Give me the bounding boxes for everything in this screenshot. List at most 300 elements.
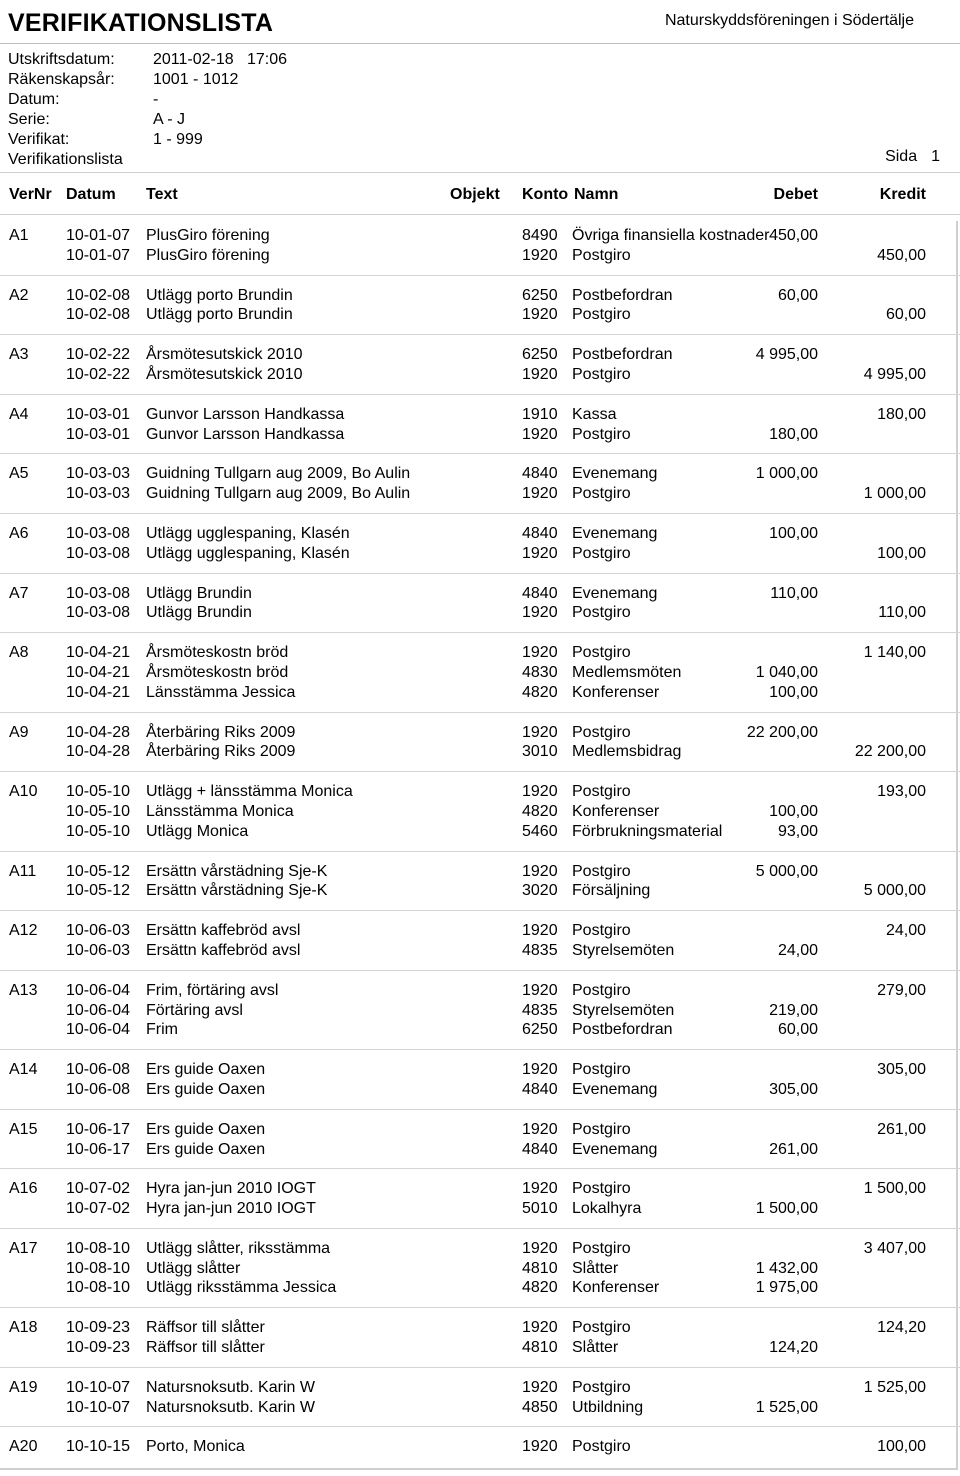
meta-fiscal-year: Räkenskapsår: 1001 - 1012 [8,71,239,88]
verification-group [0,524,960,574]
cell-datum: 10-04-28 [66,723,131,741]
cell-namn: Postgiro [572,922,631,940]
cell-konto: 4810 [522,1339,558,1357]
cell-text: Ersättn kaffebröd avsl [146,922,301,940]
cell-namn: Postgiro [572,1239,631,1257]
cell-debet: 100,00 [769,802,818,820]
cell-namn: Postgiro [572,604,631,622]
cell-debet: 305,00 [769,1080,818,1098]
cell-datum: 10-08-10 [66,1239,131,1257]
cell-datum: 10-03-08 [66,524,131,542]
cell-konto: 1920 [522,1120,558,1138]
cell-datum: 10-06-04 [66,1021,131,1039]
table-row [0,305,960,325]
table-row [0,742,960,762]
cell-namn: Postgiro [572,723,631,741]
cell-text: Utlägg Brundin [146,604,252,622]
cell-debet: 22 200,00 [746,723,818,741]
cell-namn: Styrelsemöten [572,1001,675,1019]
table-row [0,881,960,901]
cell-namn: Förbrukningsmaterial [572,822,723,840]
meta-verification-range: Verifikat: 1 - 999 [8,131,203,148]
table-row [0,822,960,842]
cell-namn: Medlemsmöten [572,663,682,681]
cell-vernr: A10 [9,783,38,801]
cell-konto: 3010 [522,743,558,761]
table-row [0,286,960,306]
cell-vernr: A8 [9,644,29,662]
cell-text: Utlägg + länsstämma Monica [146,783,353,801]
cell-debet: 1 000,00 [755,465,818,483]
cell-debet: 5 000,00 [755,862,818,880]
cell-debet: 1 525,00 [755,1398,818,1416]
cell-text: Utlägg ugglespaning, Klasén [146,544,350,562]
cell-debet: 450,00 [769,227,818,244]
cell-text: Länsstämma Monica [146,802,294,820]
cell-namn: Postbefordran [572,346,673,364]
verification-list [0,226,960,1476]
table-row [0,1398,960,1418]
cell-namn: Kassa [572,405,617,423]
cell-namn: Evenemang [572,524,658,542]
cell-text: Årsmöteskostn bröd [146,644,289,662]
table-row [0,862,960,882]
table-row [0,524,960,544]
cell-datum: 10-02-08 [66,306,131,324]
cell-datum: 10-06-08 [66,1061,131,1079]
table-row [0,1179,960,1199]
table-row [0,643,960,663]
cell-kredit: 3 407,00 [863,1239,926,1257]
verification-group [0,643,960,712]
cell-datum: 10-06-08 [66,1080,131,1098]
cell-namn: Postgiro [572,425,631,443]
cell-konto: 1920 [522,922,558,940]
cell-datum: 10-03-01 [66,425,131,443]
table-row [0,603,960,623]
cell-text: Återbäring Riks 2009 [146,743,296,761]
cell-vernr: A11 [9,862,37,880]
cell-konto: 4835 [522,941,558,959]
cell-konto: 1920 [522,365,558,383]
cell-namn: Slåtter [572,1339,619,1357]
table-row [0,921,960,941]
cell-datum: 10-03-01 [66,405,131,423]
cell-namn: Postgiro [572,306,631,324]
cell-text: Återbäring Riks 2009 [146,723,296,741]
cell-kredit: 24,00 [885,922,926,940]
table-row [0,544,960,564]
cell-namn: Postbefordran [572,286,673,304]
col-konto: Konto [522,186,569,203]
verification-group [0,981,960,1050]
cell-datum: 10-04-21 [66,663,131,681]
cell-konto: 1920 [522,783,558,801]
cell-text: Årsmötesutskick 2010 [146,365,303,383]
cell-konto: 1920 [522,1319,558,1337]
cell-kredit: 180,00 [877,405,926,423]
cell-kredit: 60,00 [885,306,926,324]
verification-group [0,862,960,912]
cell-kredit: 1 000,00 [863,485,926,503]
cell-kredit: 100,00 [877,544,926,562]
col-vernr: VerNr [9,186,52,203]
cell-debet: 60,00 [777,286,818,304]
cell-text: Utlägg Brundin [146,584,252,602]
cell-namn: Postgiro [572,1180,631,1198]
verification-group [0,1239,960,1308]
cell-konto: 1920 [522,981,558,999]
cell-vernr: A1 [9,227,29,244]
cell-kredit: 1 140,00 [863,644,926,662]
cell-datum: 10-02-22 [66,346,131,364]
verification-group [0,723,960,773]
cell-namn: Evenemang [572,465,658,483]
cell-namn: Postbefordran [572,1021,673,1039]
cell-konto: 4850 [522,1398,558,1416]
cell-namn: Postgiro [572,1120,631,1138]
table-row [0,1259,960,1279]
cell-text: Frim, förtäring avsl [146,981,279,999]
cell-debet: 1 500,00 [755,1200,818,1218]
verification-group [0,1437,960,1466]
cell-datum: 10-07-02 [66,1200,131,1218]
cell-namn: Postgiro [572,862,631,880]
cell-namn: Medlemsbidrag [572,743,682,761]
col-datum: Datum [66,186,116,203]
cell-text: Utlägg slåtter [146,1259,241,1277]
table-row [0,1278,960,1298]
cell-konto: 4820 [522,683,558,701]
cell-konto: 1920 [522,1438,558,1456]
cell-text: Hyra jan-jun 2010 IOGT [146,1180,316,1198]
table-row [0,1120,960,1140]
cell-text: Räffsor till slåtter [146,1339,265,1357]
cell-debet: 1 975,00 [755,1279,818,1297]
verification-group [0,345,960,395]
cell-datum: 10-05-10 [66,802,131,820]
cell-debet: 1 432,00 [755,1259,818,1277]
table-row [0,941,960,961]
cell-vernr: A14 [9,1061,38,1079]
cell-datum: 10-08-10 [66,1259,131,1277]
cell-namn: Lokalhyra [572,1200,642,1218]
cell-datum: 10-03-08 [66,544,131,562]
cell-konto: 4810 [522,1259,558,1277]
cell-text: Hyra jan-jun 2010 IOGT [146,1200,316,1218]
cell-debet: 60,00 [777,1021,818,1039]
cell-debet: 100,00 [769,683,818,701]
cell-text: Utlägg porto Brundin [146,306,293,324]
cell-namn: Konferenser [572,1279,660,1297]
cell-konto: 1920 [522,1239,558,1257]
cell-konto: 5460 [522,822,558,840]
cell-datum: 10-05-10 [66,822,131,840]
table-row [0,683,960,703]
cell-datum: 10-10-07 [66,1378,131,1396]
organization-name: Naturskyddsföreningen i Södertälje [664,12,914,29]
cell-debet: 93,00 [777,822,818,840]
cell-datum: 10-08-10 [66,1279,131,1297]
cell-text: Ers guide Oaxen [146,1061,266,1079]
table-row [0,723,960,743]
cell-text: Länsstämma Jessica [146,683,296,701]
cell-vernr: A6 [9,524,29,542]
cell-vernr: A4 [9,405,29,423]
page-number: Sida 1 [885,148,940,165]
cell-text: PlusGiro förening [146,227,270,244]
cell-datum: 10-06-04 [66,1001,131,1019]
cell-debet: 124,20 [769,1339,818,1357]
cell-text: Förtäring avsl [146,1001,243,1019]
cell-konto: 8490 [522,227,558,244]
cell-debet: 110,00 [770,584,818,602]
verification-group [0,1120,960,1170]
cell-text: Guidning Tullgarn aug 2009, Bo Aulin [146,485,411,503]
cell-text: Utlägg ugglespaning, Klasén [146,524,350,542]
cell-konto: 3020 [522,882,558,900]
cell-vernr: A19 [9,1378,38,1396]
cell-konto: 1920 [522,306,558,324]
table-row [0,1199,960,1219]
cell-text: Ers guide Oaxen [146,1080,266,1098]
verification-group [0,405,960,455]
cell-datum: 10-01-07 [66,227,131,244]
report-meta [8,50,287,170]
cell-debet: 100,00 [769,524,818,542]
cell-konto: 1920 [522,544,558,562]
cell-namn: Postgiro [572,246,631,264]
cell-vernr: A9 [9,723,29,741]
cell-datum: 10-01-07 [66,246,131,264]
cell-kredit: 4 995,00 [863,365,926,383]
table-row [0,802,960,822]
cell-namn: Postgiro [572,783,631,801]
cell-text: Frim [146,1021,178,1039]
cell-datum: 10-02-22 [66,365,131,383]
cell-text: Utlägg porto Brundin [146,286,293,304]
cell-kredit: 124,20 [877,1319,926,1337]
header-divider [0,43,960,44]
cell-text: Ersättn vårstädning Sje-K [146,882,328,900]
verification-group [0,286,960,336]
verification-group [0,921,960,971]
col-namn: Namn [574,186,619,203]
cell-vernr: A12 [9,922,38,940]
cell-datum: 10-06-17 [66,1120,131,1138]
table-row [0,1060,960,1080]
cell-kredit: 110,00 [878,604,926,622]
table-row [0,584,960,604]
cell-debet: 219,00 [769,1001,818,1019]
cell-vernr: A5 [9,465,29,483]
cell-datum: 10-09-23 [66,1319,131,1337]
cell-text: Ersättn kaffebröd avsl [146,941,301,959]
cell-namn: Postgiro [572,1438,631,1456]
cell-datum: 10-03-03 [66,485,131,503]
cell-debet: 4 995,00 [755,346,818,364]
table-row [0,1437,960,1457]
table-row [0,484,960,504]
cell-text: Gunvor Larsson Handkassa [146,405,345,423]
cell-konto: 4840 [522,1080,558,1098]
table-row [0,1338,960,1358]
cell-vernr: A17 [9,1239,38,1257]
cell-konto: 6250 [522,1021,558,1039]
cell-text: Utlägg riksstämma Jessica [146,1279,337,1297]
cell-konto: 1910 [522,405,558,423]
cell-konto: 4820 [522,802,558,820]
verification-group [0,1179,960,1229]
cell-namn: Konferenser [572,802,660,820]
table-row [0,663,960,683]
cell-datum: 10-04-28 [66,743,131,761]
cell-datum: 10-05-10 [66,783,131,801]
cell-namn: Styrelsemöten [572,941,675,959]
cell-konto: 1920 [522,1180,558,1198]
column-header-divider [0,214,960,215]
column-header [0,186,960,208]
verification-group [0,782,960,851]
table-row [0,981,960,1001]
table-row [0,1001,960,1021]
cell-namn: Evenemang [572,1080,658,1098]
cell-kredit: 305,00 [877,1061,926,1079]
cell-namn: Evenemang [572,1140,658,1158]
table-row [0,1080,960,1100]
cell-namn: Postgiro [572,644,631,662]
cell-konto: 1920 [522,723,558,741]
cell-text: Utlägg Monica [146,822,249,840]
cell-namn: Övriga finansiella kostnader [572,227,770,244]
cell-datum: 10-10-07 [66,1398,131,1416]
cell-text: Årsmötesutskick 2010 [146,346,303,364]
table-row [0,345,960,365]
cell-kredit: 193,00 [877,783,926,801]
cell-konto: 6250 [522,286,558,304]
cell-konto: 4840 [522,584,558,602]
table-row [0,226,960,246]
cell-namn: Postgiro [572,365,631,383]
cell-text: Guidning Tullgarn aug 2009, Bo Aulin [146,465,411,483]
table-row [0,425,960,445]
cell-text: Porto, Monica [146,1438,245,1456]
cell-konto: 5010 [522,1200,558,1218]
cell-datum: 10-05-12 [66,882,131,900]
cell-datum: 10-05-12 [66,862,131,880]
verification-group [0,464,960,514]
cell-namn: Konferenser [572,683,660,701]
cell-vernr: A16 [9,1180,38,1198]
cell-vernr: A13 [9,981,38,999]
cell-debet: 1 040,00 [755,663,818,681]
cell-kredit: 1 525,00 [863,1378,926,1396]
meta-print-date: Utskriftsdatum: 2011-02-18 17:06 [8,51,288,68]
cell-namn: Slåtter [572,1259,619,1277]
cell-vernr: A20 [9,1438,38,1456]
cell-datum: 10-06-17 [66,1140,131,1158]
col-objekt: Objekt [450,186,500,203]
cell-konto: 4840 [522,1140,558,1158]
table-row [0,1378,960,1398]
cell-konto: 1920 [522,1378,558,1396]
table-row [0,782,960,802]
cell-debet: 24,00 [777,941,818,959]
cell-datum: 10-03-08 [66,604,131,622]
verification-group [0,226,960,276]
cell-konto: 1920 [522,246,558,264]
verification-group [0,1378,960,1428]
cell-namn: Evenemang [572,584,658,602]
cell-namn: Postgiro [572,1061,631,1079]
cell-konto: 1920 [522,1061,558,1079]
cell-vernr: A18 [9,1319,38,1337]
cell-datum: 10-06-04 [66,981,131,999]
col-text: Text [146,186,178,203]
col-debet: Debet [773,186,818,203]
table-row [0,1318,960,1338]
meta-series: Serie: A - J [8,111,186,128]
cell-konto: 6250 [522,346,558,364]
cell-konto: 1920 [522,604,558,622]
cell-datum: 10-07-02 [66,1180,131,1198]
cell-konto: 4820 [522,1279,558,1297]
cell-kredit: 279,00 [877,981,926,999]
cell-konto: 1920 [522,485,558,503]
cell-vernr: A3 [9,346,29,364]
cell-datum: 10-06-03 [66,922,131,940]
meta-divider [0,172,960,173]
verification-group [0,1318,960,1368]
cell-konto: 4840 [522,465,558,483]
cell-text: Natursnoksutb. Karin W [146,1398,315,1416]
cell-debet: 180,00 [769,425,818,443]
cell-vernr: A7 [9,584,29,602]
cell-namn: Postgiro [572,544,631,562]
cell-namn: Försäljning [572,882,651,900]
cell-namn: Postgiro [572,1319,631,1337]
table-row [0,1239,960,1259]
cell-kredit: 100,00 [877,1438,926,1456]
cell-text: Årsmöteskostn bröd [146,663,289,681]
cell-vernr: A15 [9,1120,38,1138]
cell-text: PlusGiro förening [146,246,270,264]
cell-vernr: A2 [9,286,29,304]
cell-konto: 1920 [522,644,558,662]
cell-kredit: 450,00 [877,246,926,264]
cell-text: Utlägg slåtter, riksstämma [146,1239,331,1257]
cell-text: Natursnoksutb. Karin W [146,1378,315,1396]
table-row [0,405,960,425]
cell-namn: Postgiro [572,1378,631,1396]
table-row [0,246,960,266]
cell-namn: Postgiro [572,485,631,503]
cell-debet: 261,00 [769,1140,818,1158]
verification-group [0,1060,960,1110]
report-title: VERIFIKATIONSLISTA [8,9,274,37]
cell-konto: 4830 [522,663,558,681]
table-row [0,464,960,484]
cell-text: Ers guide Oaxen [146,1120,266,1138]
cell-text: Räffsor till slåtter [146,1319,265,1337]
cell-datum: 10-04-21 [66,644,131,662]
cell-konto: 4835 [522,1001,558,1019]
cell-kredit: 5 000,00 [863,882,926,900]
table-row [0,1020,960,1040]
cell-datum: 10-03-08 [66,584,131,602]
cell-konto: 4840 [522,524,558,542]
meta-list-name: Verifikationslista [8,151,123,168]
